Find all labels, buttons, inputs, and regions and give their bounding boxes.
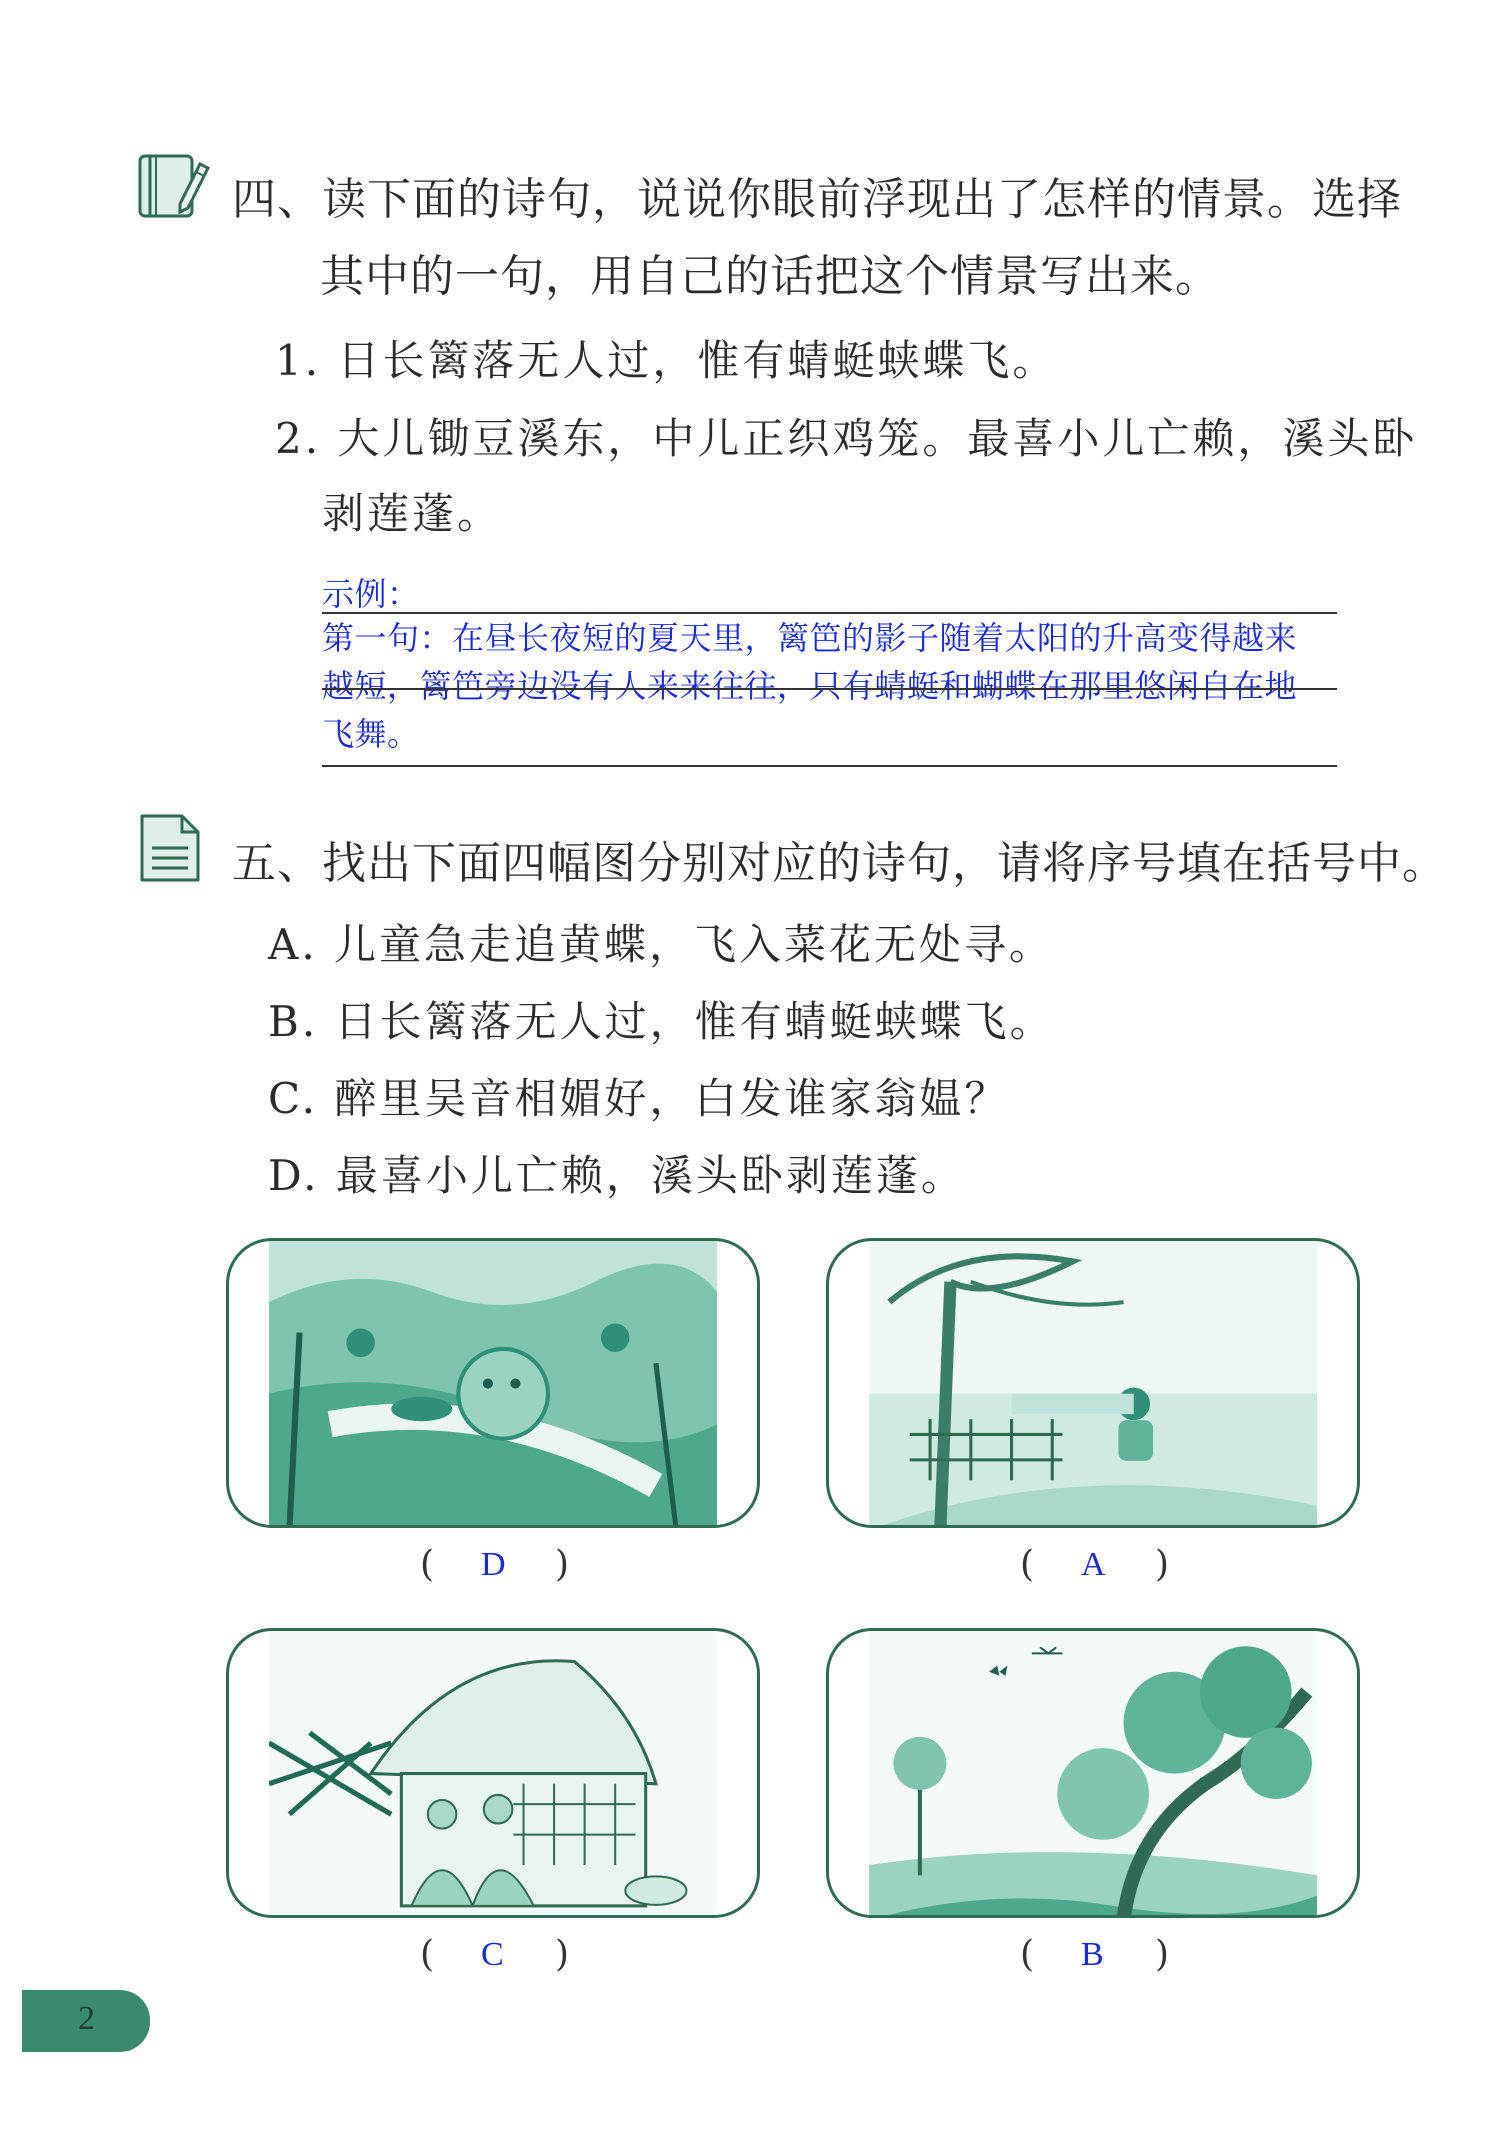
poem-item-2-line2: 剥莲蓬。 xyxy=(322,489,503,538)
page-number: 2 xyxy=(78,2000,95,2037)
option-c: C. 醉里吴音相媚好，白发谁家翁媪？ xyxy=(268,1074,1010,1123)
answer-paren-3-close: ) xyxy=(555,1934,570,1975)
section5-title: 五、找出下面四幅图分别对应的诗句，请将序号填在括号中。 xyxy=(232,838,1447,889)
picture-child-in-field xyxy=(826,1238,1360,1528)
stream-lotus-illustration xyxy=(269,1241,717,1528)
option-b: B. 日长篱落无人过，惟有蜻蜓蛱蝶飞。 xyxy=(268,997,1055,1046)
answer-rule-3 xyxy=(322,765,1337,767)
answer-4: B xyxy=(1081,1936,1104,1973)
answer-line-1: 第一句：在昼长夜短的夏天里，篱笆的影子随着太阳的升高变得越来 xyxy=(322,619,1298,657)
answer-paren-2: ( xyxy=(1020,1544,1035,1585)
poem-item-1: 1. 日长篱落无人过，惟有蜻蜓蛱蝶飞。 xyxy=(275,336,1058,385)
option-a: A. 儿童急走追黄蝶，飞入菜花无处寻。 xyxy=(268,920,1055,969)
answer-paren-2-close: ) xyxy=(1155,1544,1170,1585)
pencil-notebook-icon xyxy=(136,152,210,222)
answer-paren-1-close: ) xyxy=(555,1544,570,1585)
answer-1: D xyxy=(481,1546,506,1583)
answer-label: 示例： xyxy=(322,575,420,613)
picture-tree-with-butterflies xyxy=(826,1628,1360,1918)
answer-line-2: 越短，篱笆旁边没有人来来往往，只有蜻蜓和蝴蝶在那里悠闲自在地 xyxy=(322,667,1298,705)
poem-item-2-line1: 2. 大儿锄豆溪东，中儿正织鸡笼。最喜小儿亡赖，溪头卧 xyxy=(275,414,1418,463)
answer-3: C xyxy=(481,1936,504,1973)
answer-paren-4: ( xyxy=(1020,1934,1035,1975)
answer-paren-4-close: ) xyxy=(1155,1934,1170,1975)
section4-title-line1: 四、读下面的诗句，说说你眼前浮现出了怎样的情景。选择 xyxy=(232,174,1402,225)
picture-children-by-stream xyxy=(226,1238,760,1528)
thatched-hut-illustration xyxy=(269,1631,717,1918)
document-list-icon xyxy=(136,810,206,886)
option-d: D. 最喜小儿亡赖，溪头卧剥莲蓬。 xyxy=(268,1151,966,1200)
answer-rule-1 xyxy=(322,612,1337,614)
field-fence-illustration xyxy=(869,1241,1317,1528)
section4-title-line2: 其中的一句，用自己的话把这个情景写出来。 xyxy=(320,251,1220,302)
answer-rule-2 xyxy=(322,688,1337,690)
answer-line-3: 飞舞。 xyxy=(322,715,420,753)
answer-paren-1: ( xyxy=(420,1544,435,1585)
picture-old-couple-hut xyxy=(226,1628,760,1918)
answer-2: A xyxy=(1081,1546,1106,1583)
answer-paren-3: ( xyxy=(420,1934,435,1975)
tree-butterfly-illustration xyxy=(869,1631,1317,1918)
